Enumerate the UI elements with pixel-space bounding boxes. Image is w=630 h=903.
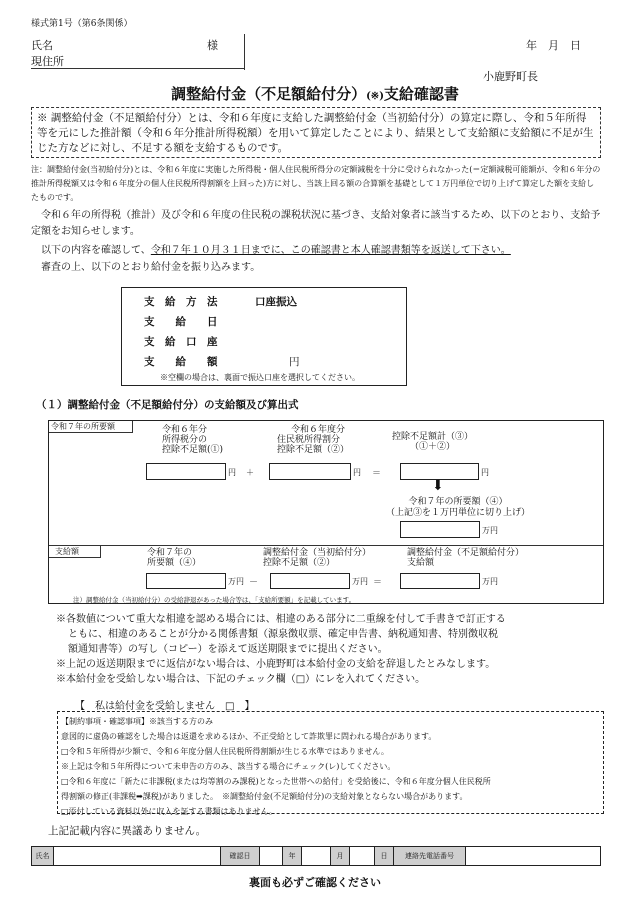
field-deficit-2[interactable] <box>269 463 351 480</box>
field-pay-initial[interactable] <box>270 573 350 589</box>
warning-1-line3: 額通知書等）の写し（コピー）を添えて返送期限までに提出ください。 <box>68 644 388 655</box>
col2-header <box>277 425 349 455</box>
manen-4: 万円 <box>482 577 498 586</box>
footer-year-field[interactable] <box>260 847 282 865</box>
footer-table <box>31 846 601 866</box>
manen-1: 万円 <box>482 526 498 535</box>
pay-col3-line1: 調整給付金（不足額給付分） <box>407 548 525 558</box>
col1-line1: 令和６年分 <box>162 425 208 435</box>
calc-divider <box>49 545 603 546</box>
col2-line2: 住民税所得割分 <box>277 435 341 445</box>
payment-method-value: 口座振込 <box>255 296 297 308</box>
pay-col2-line2: 控除不足額（②） <box>263 558 336 568</box>
warning-1-line2: ともに、相違のあることが分かる関係書類（源泉徴収票、確定申告書、納税通知書、特別徴収税 <box>68 629 498 640</box>
definition-note: 注：調整給付金(当初給付分)とは、令和６年度に実施した所得税・個人住民税所得分の定額減税を十分に受けられなかった(＝定額減税可能額が、令和６年分の推計所得税額又は令和６年度分の個人住民税所得割額を上回った)方に対し、当該上回る額の合算額を基礎として１万円単位で切り上げて算定した額を支給したものです。 <box>31 165 601 202</box>
header-divider <box>244 34 245 70</box>
footer-month-label: 月 <box>330 847 350 865</box>
footer-phone-label: 連絡先電話番号 <box>394 847 466 865</box>
pay-col3-header <box>407 548 524 568</box>
warning-3: ※本給付金を受給しない場合は、下記のチェック欄（□）にレを入れてください。 <box>56 674 426 685</box>
restriction-4-checkbox[interactable]: □令和６年度に「新たに非課税(または均等割のみ課税)となった世帯への給付」を受給後に、令和６年度分個人住民税所 <box>61 777 491 786</box>
restriction-1: 意図的に虚偽の確認をした場合は返還を求めるほか、不正受給として詐欺罪に問われる場合があります。 <box>61 732 437 741</box>
col2-line3: 控除不足額（②） <box>277 445 350 455</box>
calc-footnote: 注）調整給付金（当初給付分）の受給辞退があった場合等は、「支給所要額」を記載しています。 <box>73 596 356 604</box>
decline-checkbox[interactable]: 【 私は給付金を受給しません □ 】 <box>75 701 255 712</box>
restriction-3: ※上記は令和５年所得について未申告の方のみ、該当する場合にチェック(レ)してください。 <box>61 762 396 771</box>
payment-method-label: 支 給 方 法 <box>144 296 218 308</box>
restriction-5: 得割額の修正(非課税➡課税)がありました。 ※調整給付金(不足額給付分)の支給対象とならない場合があります。 <box>61 792 468 801</box>
yen-2: 円 <box>353 468 361 477</box>
field-deficit-1[interactable] <box>146 463 226 480</box>
deadline-underline: 令和７年１０月３１日までに、この確認書と本人確認書類等を返送して下さい。 <box>150 245 511 256</box>
mayor-label: 小鹿野町長 <box>483 70 538 83</box>
section-1-title: （１）調整給付金（不足額給付分）の支給額及び算出式 <box>36 399 299 411</box>
back-note: 裏面も必ずご確認ください <box>249 876 381 889</box>
field-pay-amount[interactable] <box>400 573 480 589</box>
restrictions-title: 【制約事項・確認事項】※該当する方のみ <box>61 717 213 726</box>
col2-line1: 令和６年度分 <box>291 425 346 435</box>
title-main: 調整給付金（不足額給付分） <box>171 85 367 103</box>
r7-line2: （上記③を１万円単位に切り上げ） <box>385 508 530 518</box>
warning-2: ※上記の返送期限までに返信がない場合は、小鹿野町は本給付金の支給を辞退したとみなします。 <box>56 659 496 670</box>
pay-col2-header <box>263 548 371 568</box>
col1-line2: 所得税分の <box>162 435 208 445</box>
col1-header <box>162 425 223 455</box>
col3-line1: 控除不足額計（③） <box>392 432 474 442</box>
col1-line3: 控除不足額(①) <box>162 445 224 455</box>
footer-year-label: 年 <box>282 847 302 865</box>
footer-name-field[interactable] <box>54 847 220 865</box>
equals-sign-2: ＝ <box>373 578 383 588</box>
r7-line1: 令和７年の所要額（④） <box>408 497 508 507</box>
yen-1: 円 <box>228 468 236 477</box>
restriction-6-checkbox[interactable]: □添付している資料以外に収入を証する書類はありません。 <box>61 807 278 816</box>
paragraph-2-pre: 以下の内容を確認して、 <box>41 245 151 256</box>
r7-tag: 令和７年の所要額 <box>49 421 133 433</box>
restriction-2-checkbox[interactable]: □令和５年所得が少額で、令和６年度分個人住民税所得割額が生じる水準ではありません。 <box>61 747 389 756</box>
minus-sign: － <box>249 578 259 588</box>
form-number: 様式第1号（第6条関係） <box>31 19 133 29</box>
pay-col1-line1: 令和７年の <box>147 548 193 558</box>
footer-name-label: 氏名 <box>32 847 54 865</box>
address-label: 現住所 <box>31 55 64 68</box>
footer-confirm-label: 確認日 <box>220 847 260 865</box>
payment-date-label: 支 給 日 <box>144 316 218 328</box>
r7-header <box>358 497 558 519</box>
warning-1-line1: ※各数値について重大な相違を認める場合には、相違のある部分に二重線を付して手書きで訂正する <box>56 614 506 625</box>
pay-col2-line1: 調整給付金（当初給付分） <box>263 548 372 558</box>
page-title <box>0 83 630 104</box>
agree-text: 上記記載内容に異議ありません。 <box>48 825 207 837</box>
header-underline <box>31 68 244 69</box>
payment-amount-unit: 円 <box>289 356 300 368</box>
calculation-box <box>48 420 604 604</box>
footer-phone-field[interactable] <box>466 847 600 865</box>
warnings <box>56 612 506 687</box>
col3-line2: （①＋②） <box>410 442 456 452</box>
payment-account-label: 支 給 口 座 <box>144 336 218 348</box>
field-r7-required[interactable] <box>400 521 480 538</box>
col3-header <box>392 432 473 452</box>
notice-box: ※ 調整給付金（不足額給付分）とは、令和６年度に支給した調整給付金（当初給付分）の算定に際し、令和５年所得等を元にした推計額（令和６年分推計所得税額）を用いて算定したことにより、結果として支給額に支給額に不足が生じた方などに対し、不足する額を支給するものです。 <box>31 107 601 158</box>
payment-note: ※空欄の場合は、裏面で振込口座を選択してください。 <box>160 373 360 382</box>
payment-box <box>121 287 407 386</box>
restrictions-box <box>57 711 604 814</box>
manen-2: 万円 <box>228 577 244 586</box>
name-label: 氏名 <box>31 39 53 52</box>
paragraph-3: 審査の上、以下のとおり給付金を振り込みます。 <box>41 262 261 273</box>
sama-label: 様 <box>207 39 218 52</box>
title-mark: (※) <box>366 91 384 102</box>
footer-month-field[interactable] <box>302 847 330 865</box>
equals-sign: ＝ <box>372 469 382 479</box>
title-suffix: 支給確認書 <box>383 85 459 103</box>
pay-tag: 支給額 <box>49 545 101 558</box>
payment-amount-label: 支 給 額 <box>144 356 218 368</box>
footer-day-field[interactable] <box>350 847 374 865</box>
plus-sign: ＋ <box>246 468 254 477</box>
paragraph-1: 令和６年の所得税（推計）及び令和６年度の住民税の課税状況に基づき、支給対象者に該当するため、以下のとおり、支給予定額をお知らせします。 <box>31 210 601 237</box>
pay-col1-line2: 所要額（④） <box>147 558 202 568</box>
pay-col3-line2: 支給額 <box>407 558 435 568</box>
footer-day-label: 日 <box>374 847 394 865</box>
field-pay-r7[interactable] <box>146 573 226 589</box>
yen-3: 円 <box>481 468 489 477</box>
manen-3: 万円 <box>352 577 368 586</box>
pay-col1-header <box>147 548 201 568</box>
down-arrow-icon: ⬇ <box>432 478 444 494</box>
date-label: 年 月 日 <box>526 39 581 52</box>
paragraph-2 <box>41 241 511 256</box>
